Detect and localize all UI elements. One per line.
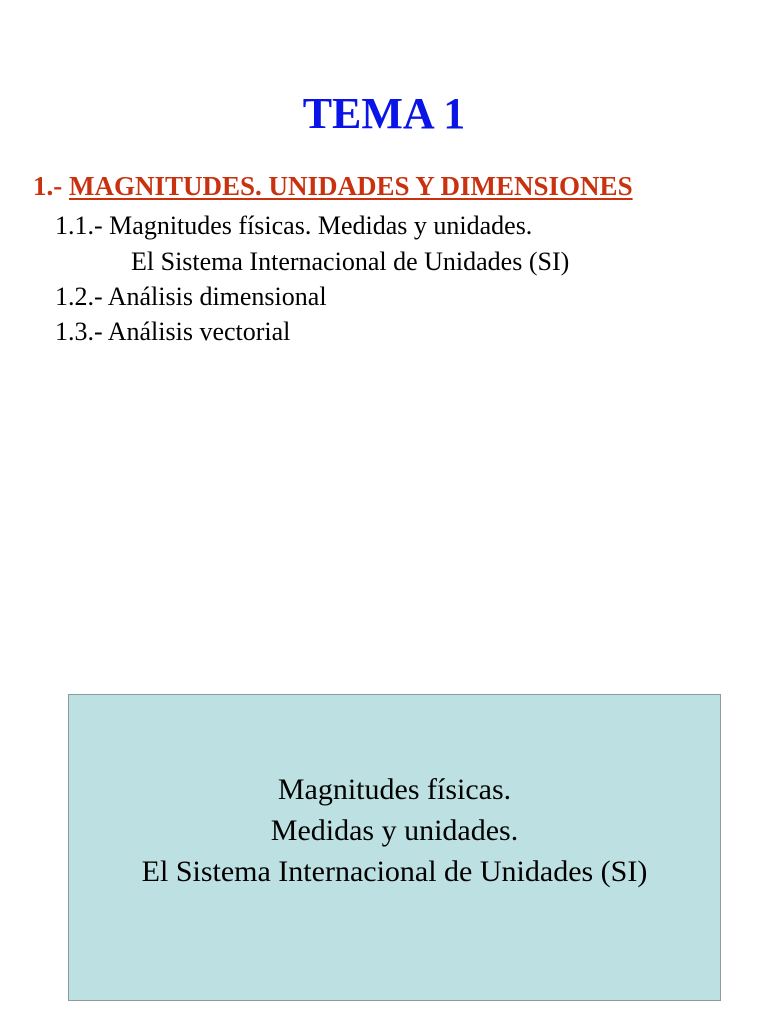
- toc-item-1-3: 1.3.- Análisis vectorial: [55, 317, 291, 346]
- section-number: 1.-: [33, 171, 63, 201]
- callout-line-3: El Sistema Internacional de Unidades (SI): [141, 855, 648, 888]
- slide-title: TEMA 1: [302, 89, 466, 138]
- toc-item-1-2: 1.2.- Análisis dimensional: [55, 282, 327, 311]
- toc-item-1-1: 1.1.- Magnitudes físicas. Medidas y unidades.: [55, 211, 533, 240]
- section-title: [33, 168, 633, 204]
- callout-line-2: Medidas y unidades.: [270, 814, 519, 847]
- callout-box: [68, 694, 721, 1001]
- callout-line-1: Magnitudes físicas.: [277, 773, 512, 806]
- section-heading: MAGNITUDES. UNIDADES Y DIMENSIONES: [69, 171, 633, 201]
- toc-item-1-1-continuation: El Sistema Internacional de Unidades (SI): [131, 247, 570, 276]
